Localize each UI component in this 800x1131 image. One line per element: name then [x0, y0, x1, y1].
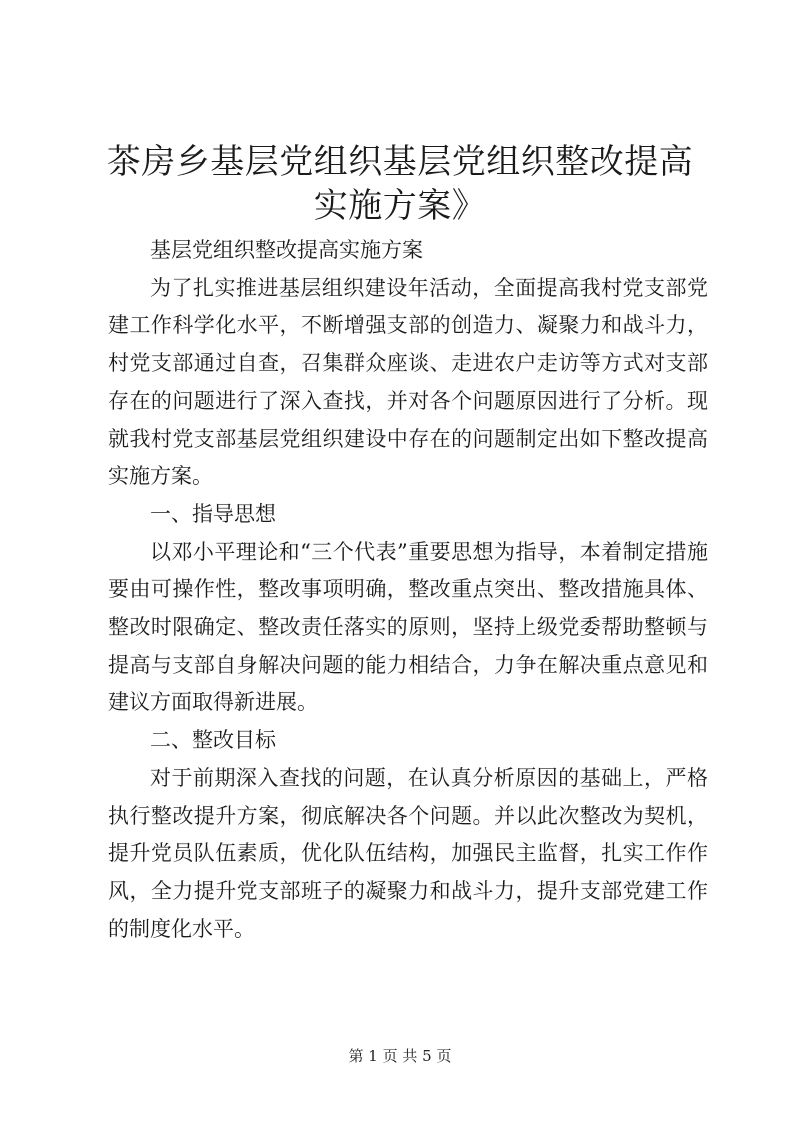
- section-heading-rectification-goals: 二、整改目标: [150, 728, 276, 753]
- document-body: [108, 232, 708, 948]
- intro-paragraph: 为了扎实推进基层组织建设年活动，全面提高我村党支部党建工作科学化水平，不断增强支部的创造力、凝聚力和战斗力，村党支部通过自查，召集群众座谈、走进农户走访等方式对支部存在的问题进行了深入查找，并对各个问题原因进行了分析。现就我村党支部基层党组织建设中存在的问题制定出如下整改提高实施方案。: [108, 275, 708, 489]
- page-number-footer: 第 1 页 共 5 页: [348, 1047, 452, 1065]
- section-heading-guiding-thought: 一、指导思想: [150, 501, 276, 526]
- rectification-goals-paragraph: 对于前期深入查找的问题，在认真分析原因的基础上，严格执行整改提升方案，彻底解决各个问题。并以此次整改为契机，提升党员队伍素质，优化队伍结构，加强民主监督，扎实工作作风，全力提升党支部班子的凝聚力和战斗力，提升支部党建工作的制度化水平。: [108, 765, 708, 941]
- guiding-thought-paragraph: 以邓小平理论和“三个代表”重要思想为指导，本着制定措施要由可操作性，整改事项明确，整改重点突出、整改措施具体、整改时限确定、整改责任落实的原则，坚持上级党委帮助整顿与提高与支部自身解决问题的能力相结合，力争在解决重点意见和建议方面取得新进展。: [108, 539, 708, 715]
- document-title: 茶房乡基层党组织基层党组织整改提高实施方案》: [106, 142, 694, 226]
- subtitle-paragraph: 基层党组织整改提高实施方案: [150, 238, 423, 262]
